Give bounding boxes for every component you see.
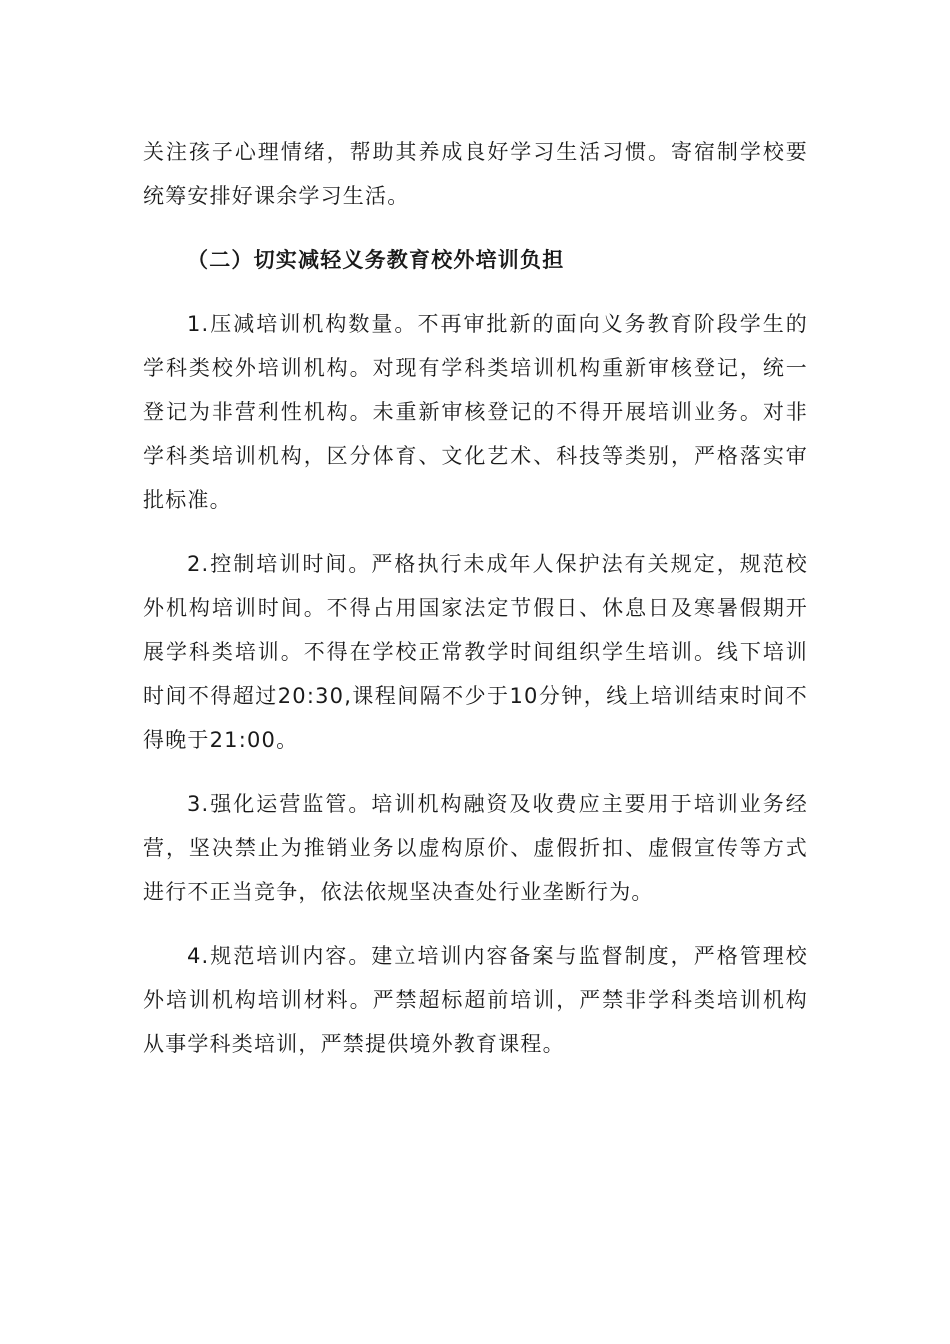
- paragraph-item-2: 2.控制培训时间。严格执行未成年人保护法有关规定，规范校外机构培训时间。不得占用国家法定节假日、休息日及寒暑假期开展学科类培训。不得在学校正常教学时间组织学生培训。线下培训时间不得超过20:30,课程间隔不少于10分钟，线上培训结束时间不得晚于21:00。: [143, 552, 808, 752]
- paragraph-item-4: 4.规范培训内容。建立培训内容备案与监督制度，严格管理校外培训机构培训材料。严禁超标超前培训，严禁非学科类培训机构从事学科类培训，严禁提供境外教育课程。: [143, 944, 808, 1056]
- paragraph-continuation: 关注孩子心理情绪，帮助其养成良好学习生活习惯。寄宿制学校要统筹安排好课余学习生活。: [143, 140, 808, 208]
- paragraph-item-1: 1.压减培训机构数量。不再审批新的面向义务教育阶段学生的学科类校外培训机构。对现有学科类培训机构重新审核登记，统一登记为非营利性机构。未重新审核登记的不得开展培训业务。对非学科类培训机构，区分体育、文化艺术、科技等类别，严格落实审批标准。: [143, 312, 808, 512]
- section-heading: （二）切实减轻义务教育校外培训负担: [187, 248, 565, 272]
- document-body: [143, 130, 808, 1086]
- paragraph-item-3: 3.强化运营监管。培训机构融资及收费应主要用于培训业务经营，坚决禁止为推销业务以虚构原价、虚假折扣、虚假宣传等方式进行不正当竞争，依法依规坚决查处行业垄断行为。: [143, 792, 808, 904]
